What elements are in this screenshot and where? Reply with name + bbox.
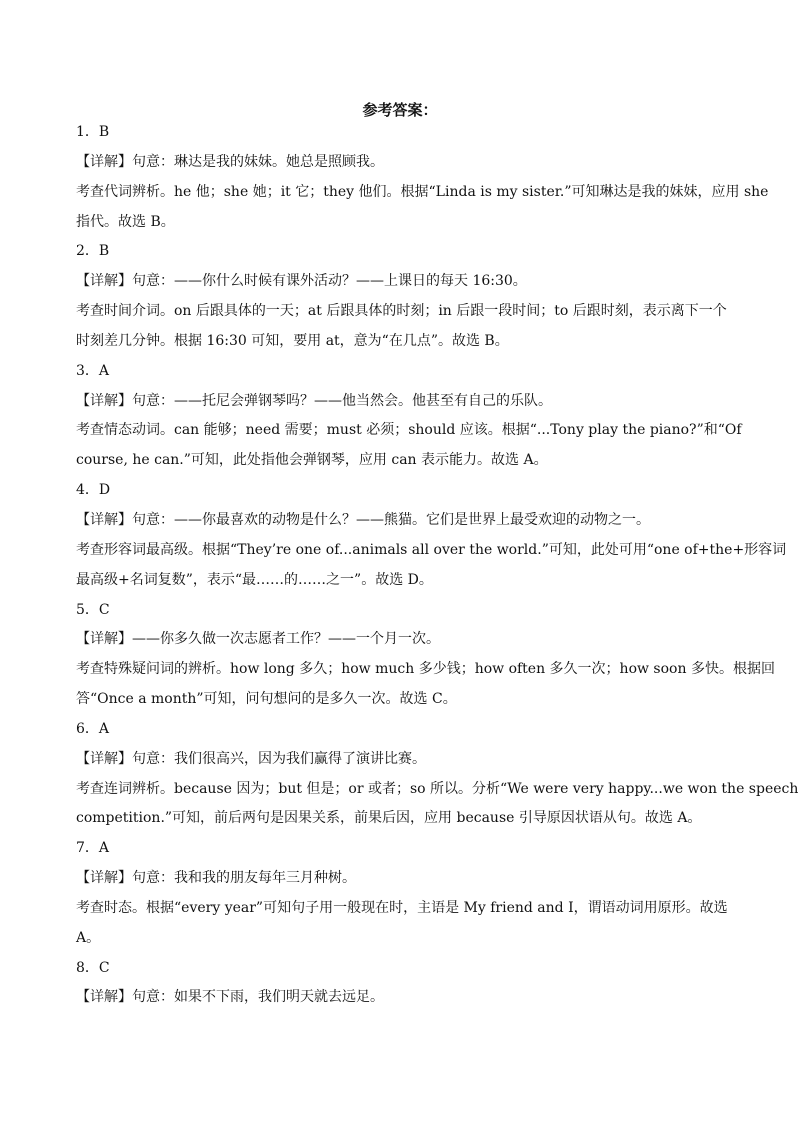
answer-3-explanation: 考查情态动词。can 能够；need 需要；must 必须；should 应该。根据“...Tony play the piano?”和“Of xyxy=(76,422,742,439)
answer-7-explanation-cont: A。 xyxy=(76,929,101,946)
answer-4-explanation-cont: 最高级+名词复数”，表示“最……的……之一”。故选 D。 xyxy=(76,571,433,588)
answer-6-translation: 【详解】句意：我们很高兴，因为我们赢得了演讲比赛。 xyxy=(76,750,426,767)
answer-4-explanation: 考查形容词最高级。根据“They’re one of...animals all over the world.”可知，此处可用“one of+the+形容词 xyxy=(76,541,787,558)
answer-6-explanation: 考查连词辨析。because 因为；but 但是；or 或者；so 所以。分析“We were very happy...we won the speech xyxy=(76,780,799,797)
answer-4-number: 4．D xyxy=(76,482,111,499)
answer-1-explanation: 考查代词辨析。he 他；she 她；it 它；they 他们。根据“Linda is my sister.”可知琳达是我的妹妹，应用 she xyxy=(76,183,769,200)
answer-5-explanation-cont: 答“Once a month”可知，问句想问的是多久一次。故选 C。 xyxy=(76,691,457,708)
answer-4-translation: 【详解】句意：——你最喜欢的动物是什么？——熊猫。它们是世界上最受欢迎的动物之一。 xyxy=(76,511,650,528)
page-title: 参考答案： xyxy=(362,101,438,119)
answer-content xyxy=(76,118,799,1013)
answer-2-explanation-cont: 时刻差几分钟。根据 16:30 可知，要用 at，意为“在几点”。故选 B。 xyxy=(76,332,509,349)
answer-1-number: 1．B xyxy=(76,124,110,140)
answer-3-number: 3．A xyxy=(76,362,110,379)
answer-7-number: 7．A xyxy=(76,840,110,857)
answer-3-explanation-cont: course, he can.”可知，此处指他会弹钢琴，应用 can 表示能力。故选 A。 xyxy=(76,452,548,469)
answer-7-translation: 【详解】句意：我和我的朋友每年三月种树。 xyxy=(76,870,356,887)
answer-2-number: 2．B xyxy=(76,243,110,260)
answer-5-translation: 【详解】——你多久做一次志愿者工作？——一个月一次。 xyxy=(76,631,440,648)
answer-8-number: 8．C xyxy=(76,959,110,976)
answer-6-number: 6．A xyxy=(76,720,110,737)
answer-5-explanation: 考查特殊疑问词的辨析。how long 多久；how much 多少钱；how often 多久一次；how soon 多快。根据回 xyxy=(76,661,775,678)
answer-8-translation: 【详解】句意：如果不下雨，我们明天就去远足。 xyxy=(76,989,384,1006)
answer-1-explanation-cont: 指代。故选 B。 xyxy=(76,213,175,230)
answer-5-number: 5．C xyxy=(76,601,110,618)
answer-1-translation: 【详解】句意：琳达是我的妹妹。她总是照顾我。 xyxy=(76,153,384,170)
answer-7-explanation: 考查时态。根据“every year”可知句子用一般现在时，主语是 My friend and I，谓语动词用原形。故选 xyxy=(76,899,728,916)
answer-3-translation: 【详解】句意：——托尼会弹钢琴吗？——他当然会。他甚至有自己的乐队。 xyxy=(76,392,552,409)
answer-2-translation: 【详解】句意：——你什么时候有课外活动？——上课日的每天 16:30。 xyxy=(76,273,527,290)
answer-2-explanation: 考查时间介词。on 后跟具体的一天；at 后跟具体的时刻；in 后跟一段时间；to 后跟时刻，表示离下一个 xyxy=(76,303,727,320)
answer-6-explanation-cont: competition.”可知，前后两句是因果关系，前果后因，应用 because 引导原因状语从句。故选 A。 xyxy=(76,810,702,827)
